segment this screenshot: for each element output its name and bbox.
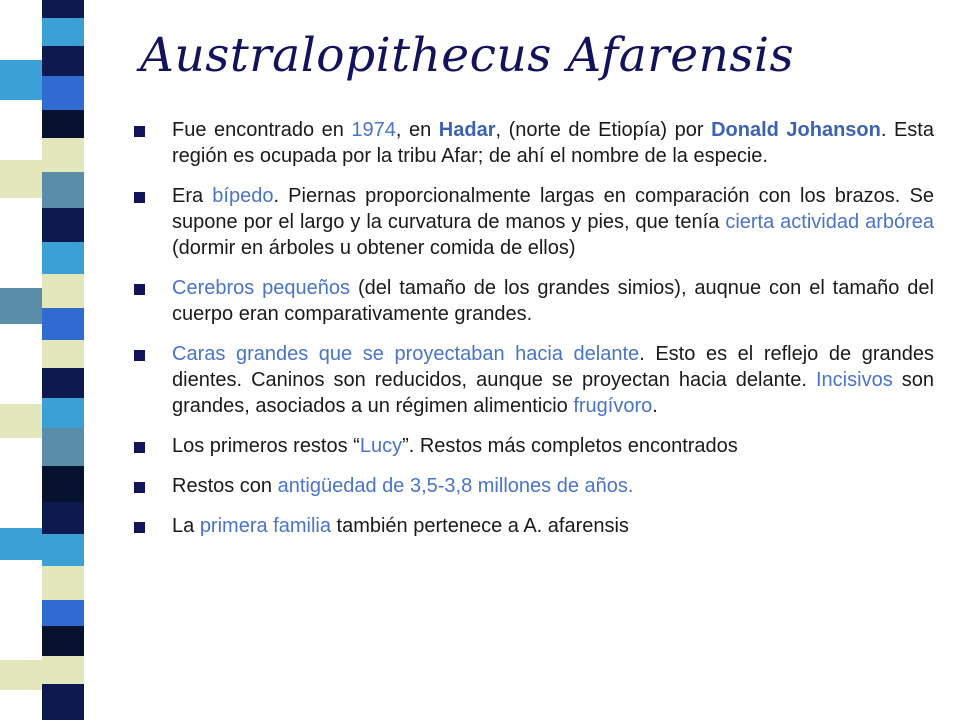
bullet-text-run: . <box>652 395 658 417</box>
bullet-text-run: Cerebros pequeños <box>172 277 351 299</box>
bullet-text-run: Los primeros restos “ <box>172 435 360 457</box>
strip-block <box>0 560 42 660</box>
bullet-item <box>134 513 934 539</box>
bullet-text-run: Era <box>172 185 213 207</box>
bullet-text-run: . Esto es el reflejo de grandes dientes. Caninos son reducidos, aunque se proyectan hacia delante. <box>172 343 934 391</box>
strip-block <box>42 368 84 398</box>
strip-block <box>42 46 84 76</box>
strip-block <box>42 684 84 720</box>
strip-block <box>0 60 42 100</box>
bullet-text-run: Lucy <box>359 435 403 457</box>
strip-block <box>0 660 42 690</box>
bullet-text-run: , en <box>395 119 439 141</box>
strip-block <box>0 324 42 404</box>
bullet-text-run: . Piernas proporcionalmente largas en comparación con los brazos. Se supone por el largo y la curvatura de manos y pies, que tenía <box>172 185 934 233</box>
strip-block <box>0 100 42 160</box>
bullet-text-run: frugívoro <box>573 395 653 417</box>
strip-block <box>0 0 42 60</box>
strip-block <box>0 198 42 288</box>
bullet-text-run: Restos con <box>172 475 278 497</box>
bullet-item <box>134 341 934 419</box>
bullet-text-run: también pertenece a A. afarensis <box>330 515 629 537</box>
bullet-text-run: Donald Johanson <box>711 119 881 141</box>
bullet-text-run: bípedo <box>212 185 274 207</box>
bullet-text-run: primera familia <box>199 515 331 537</box>
bullet-text-run: son grandes, asociados a un régimen alimenticio <box>172 369 934 417</box>
strip-block <box>42 600 84 626</box>
strip-block <box>42 428 84 466</box>
strip-block <box>42 626 84 656</box>
slide-title: Australopithecus Afarensis <box>140 28 795 83</box>
strip-block <box>42 398 84 428</box>
strip-block <box>42 566 84 600</box>
bullet-square-icon <box>134 482 145 493</box>
bullet-text-run: antigüedad de 3,5-3,8 millones de años. <box>277 475 634 497</box>
strip-block <box>42 534 84 566</box>
bullet-square-icon <box>134 192 145 203</box>
bullet-item <box>134 433 934 459</box>
bullet-item <box>134 117 934 169</box>
strip-block <box>42 172 84 208</box>
strip-block <box>42 502 84 534</box>
strip-block <box>0 690 42 720</box>
bullet-text-run: (dormir en árboles u obtener comida de ellos) <box>172 237 576 259</box>
strip-block <box>42 340 84 368</box>
strip-block <box>0 528 42 560</box>
bullet-text-run: , (norte de Etiopía) por <box>495 119 712 141</box>
strip-block <box>42 18 84 46</box>
bullet-square-icon <box>134 126 145 137</box>
bullet-text-run: . Esta región es ocupada por la tribu Afar; de ahí el nombre de la especie. <box>172 119 934 167</box>
strip-block <box>42 110 84 138</box>
strip-block <box>0 438 42 528</box>
bullet-square-icon <box>134 442 145 453</box>
bullet-square-icon <box>134 522 145 533</box>
strip-block <box>0 160 42 198</box>
strip-block <box>0 404 42 438</box>
bullet-text-run: 1974 <box>351 119 396 141</box>
bullet-list <box>134 117 934 553</box>
bullet-item <box>134 275 934 327</box>
strip-block <box>0 288 42 324</box>
bullet-text-run: ”. Restos más completos encontrados <box>402 435 738 457</box>
strip-block <box>42 656 84 684</box>
strip-block <box>42 274 84 308</box>
bullet-text-run: Caras grandes que se proyectaban hacia delante <box>172 343 640 365</box>
strip-block <box>42 242 84 274</box>
bullet-square-icon <box>134 350 145 361</box>
bullet-text-run: cierta actividad arbórea <box>725 211 935 233</box>
bullet-item <box>134 183 934 261</box>
strip-block <box>42 308 84 340</box>
strip-block <box>42 466 84 502</box>
strip-block <box>42 76 84 110</box>
bullet-square-icon <box>134 284 145 295</box>
bullet-text-run: Incisivos <box>816 369 893 391</box>
decorative-color-strip <box>0 0 108 720</box>
strip-block <box>42 208 84 242</box>
strip-block <box>42 0 84 18</box>
bullet-text-run: (del tamaño de los grandes simios), auqnue con el tamaño del cuerpo eran comparativamente grandes. <box>172 277 934 325</box>
bullet-text-run: Fue encontrado en <box>172 119 352 141</box>
bullet-item <box>134 473 934 499</box>
strip-block <box>42 138 84 172</box>
bullet-text-run: Hadar <box>438 119 496 141</box>
bullet-text-run: La <box>172 515 200 537</box>
